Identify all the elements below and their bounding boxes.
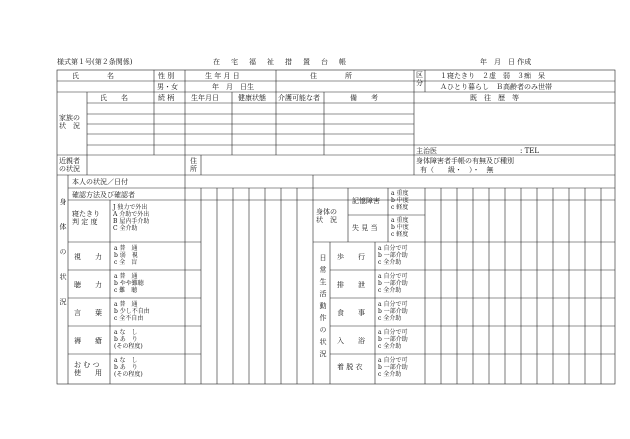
category-options-1: １寝たきり ２虚 弱 ３痴 呆 bbox=[440, 72, 545, 80]
family-col-relation: 続 柄 bbox=[158, 94, 175, 102]
creation-date-label: 年 月 日 作成 bbox=[480, 58, 532, 66]
doctor-label: 主治医 bbox=[416, 147, 437, 155]
family-col-dob: 生年月日 bbox=[191, 94, 219, 102]
family-col-name: 氏 名 bbox=[100, 94, 128, 102]
diaper-options: a な し b あ り (その程度) bbox=[114, 357, 143, 378]
bedridden-options: J 独力で外出 A 介助で外出 B 屋内手介助 C 全介助 bbox=[113, 204, 150, 232]
eating-options: a 自分で可 b 一部介助 c 全介助 bbox=[378, 301, 408, 322]
handbook-options: 有（ 級・ ）・ 無 bbox=[420, 166, 494, 174]
adl-side-label: 日常生活動作の状況 bbox=[319, 254, 327, 362]
status-title: 本人の状況／日付 bbox=[72, 178, 128, 186]
hearing-options: a 普 通 b やや難聴 c 難 聴 bbox=[114, 273, 144, 294]
category-options-2: Ａひとり暮らし Ｂ高齢者のみ世帯 bbox=[440, 83, 552, 91]
medical-history-header: 既 往 歴 等 bbox=[470, 94, 519, 102]
eyesight-label: 視 力 bbox=[74, 253, 102, 261]
bathing-label: 入 浴 bbox=[337, 337, 365, 345]
bedsore-label: 褥 瘡 bbox=[74, 337, 102, 345]
dressing-label: 着 脱 衣 bbox=[337, 363, 363, 371]
bedridden-label: 寝たきり 判 定 度 bbox=[72, 210, 100, 226]
dob-header: 生 年 月 日 bbox=[205, 72, 240, 80]
sex-header: 性 別 bbox=[158, 72, 175, 80]
walking-label: 歩 行 bbox=[337, 253, 365, 261]
speech-options: a 普 通 b 少し不自由 c 全不自由 bbox=[114, 301, 150, 322]
bedsore-options: a な し b あ り (その程度) bbox=[114, 329, 143, 350]
confirm-method-label: 確認方法及び確認者 bbox=[72, 191, 135, 199]
family-col-notes: 備 考 bbox=[350, 94, 378, 102]
diaper-label: お む つ 使 用 bbox=[74, 361, 102, 377]
form-number: 様式第１号(第２条関係) bbox=[57, 58, 133, 66]
dob-format: 年 月 日生 bbox=[212, 83, 254, 91]
form-title: 在宅福祉措置台帳 bbox=[213, 58, 357, 66]
name-header: 氏 名 bbox=[72, 72, 114, 80]
orientation-label: 失 見 当 bbox=[352, 224, 378, 232]
memory-options: a 重度 b 中度 c 軽度 bbox=[391, 190, 409, 211]
speech-label: 言 葉 bbox=[74, 309, 102, 317]
family-label: 家族の 状 況 bbox=[59, 114, 80, 130]
memory-label: 記憶障害 bbox=[352, 197, 380, 205]
hearing-label: 聴 力 bbox=[74, 281, 102, 289]
kin-address-label: 住 所 bbox=[190, 157, 197, 173]
eating-label: 食 事 bbox=[337, 309, 365, 317]
orientation-options: a 重度 b 中度 c 軽度 bbox=[391, 217, 409, 238]
excretion-options: a 自分で可 b 一部介助 c 全介助 bbox=[378, 273, 408, 294]
family-col-caregiver: 介護可能な者 bbox=[278, 94, 320, 102]
doctor-tel-label: : TEL bbox=[520, 147, 540, 155]
bathing-options: a 自分で可 b 一部介助 c 全介助 bbox=[378, 329, 408, 350]
dressing-options: a 自分で可 b 一部介助 c 全介助 bbox=[378, 357, 408, 378]
category-header: 区 分 bbox=[416, 71, 423, 87]
sex-options: 男・女 bbox=[157, 83, 178, 91]
address-header: 住 所 bbox=[310, 72, 352, 80]
excretion-label: 排 泄 bbox=[337, 281, 365, 289]
body-status-label: 身体の 状 況 bbox=[316, 208, 337, 224]
eyesight-options: a 普 通 b 弱 視 c 全 盲 bbox=[114, 245, 138, 266]
walking-options: a 自分で可 b 一部介助 c 全介助 bbox=[378, 245, 408, 266]
family-col-health: 健康状態 bbox=[238, 94, 266, 102]
status-side-label: 身体の状況 bbox=[59, 198, 67, 323]
handbook-label: 身体障害者手帳の有無及び種別 bbox=[416, 157, 514, 165]
kin-label: 近親者 の状況 bbox=[59, 157, 80, 173]
